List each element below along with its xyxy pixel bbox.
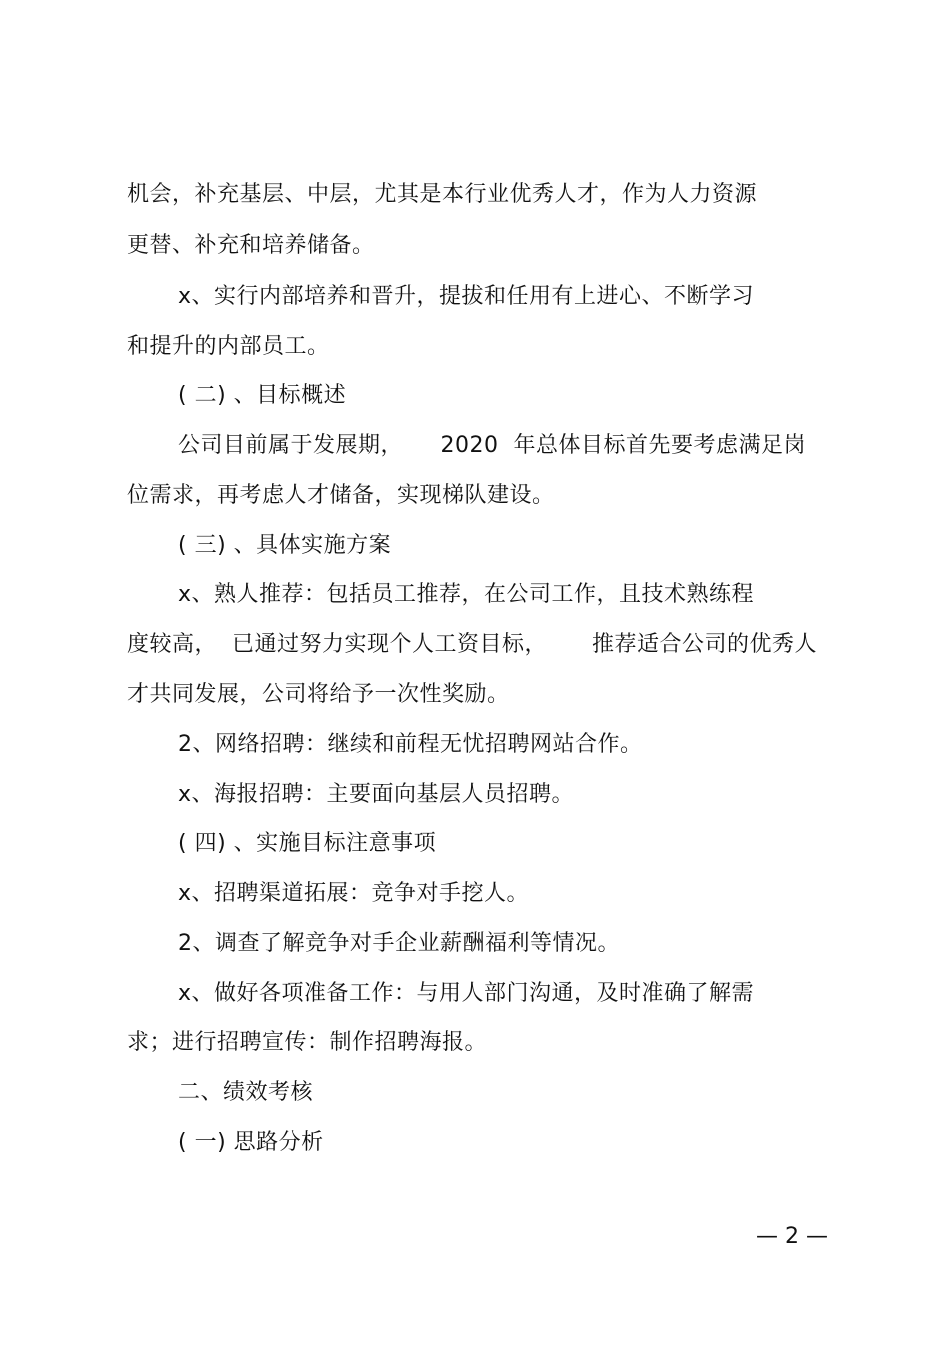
paragraph-line: x、实行内部培养和晋升，提拔和任用有上进心、不断学习 xyxy=(178,284,755,309)
section-heading: ( 三) 、具体实施方案 xyxy=(178,533,392,558)
chapter-heading: 二、绩效考核 xyxy=(178,1080,314,1105)
paragraph-line: 求；进行招聘宣传：制作招聘海报。 xyxy=(127,1030,488,1055)
paragraph-line: 度较高， 已通过努力实现个人工资目标， 推荐适合公司的优秀人 xyxy=(127,632,817,657)
paragraph-line: 机会，补充基层、中层，尤其是本行业优秀人才，作为人力资源 xyxy=(127,182,758,207)
page-number: — 2 — xyxy=(756,1224,828,1249)
section-heading: ( 二) 、目标概述 xyxy=(178,383,347,408)
paragraph-line: 才共同发展，公司将给予一次性奖励。 xyxy=(127,682,510,707)
paragraph-line: 2、网络招聘：继续和前程无忧招聘网站合作。 xyxy=(178,732,643,757)
paragraph-line: 公司目前属于发展期， 2020 年总体目标首先要考虑满足岗 xyxy=(178,433,806,458)
paragraph-line: 更替、补充和培养储备。 xyxy=(127,233,375,258)
section-heading: ( 一) 思路分析 xyxy=(178,1130,324,1155)
paragraph-line: 2、调查了解竞争对手企业薪酬福利等情况。 xyxy=(178,931,620,956)
section-heading: ( 四) 、实施目标注意事项 xyxy=(178,831,437,856)
paragraph-line: x、熟人推荐：包括员工推荐，在公司工作，且技术熟练程 xyxy=(178,582,755,607)
paragraph-line: 和提升的内部员工。 xyxy=(127,334,330,359)
paragraph-line: x、招聘渠道拓展：竞争对手挖人。 xyxy=(178,881,530,906)
paragraph-line: x、做好各项准备工作：与用人部门沟通，及时准确了解需 xyxy=(178,981,755,1006)
paragraph-line: x、海报招聘：主要面向基层人员招聘。 xyxy=(178,782,575,807)
paragraph-line: 位需求，再考虑人才储备，实现梯队建设。 xyxy=(127,483,555,508)
